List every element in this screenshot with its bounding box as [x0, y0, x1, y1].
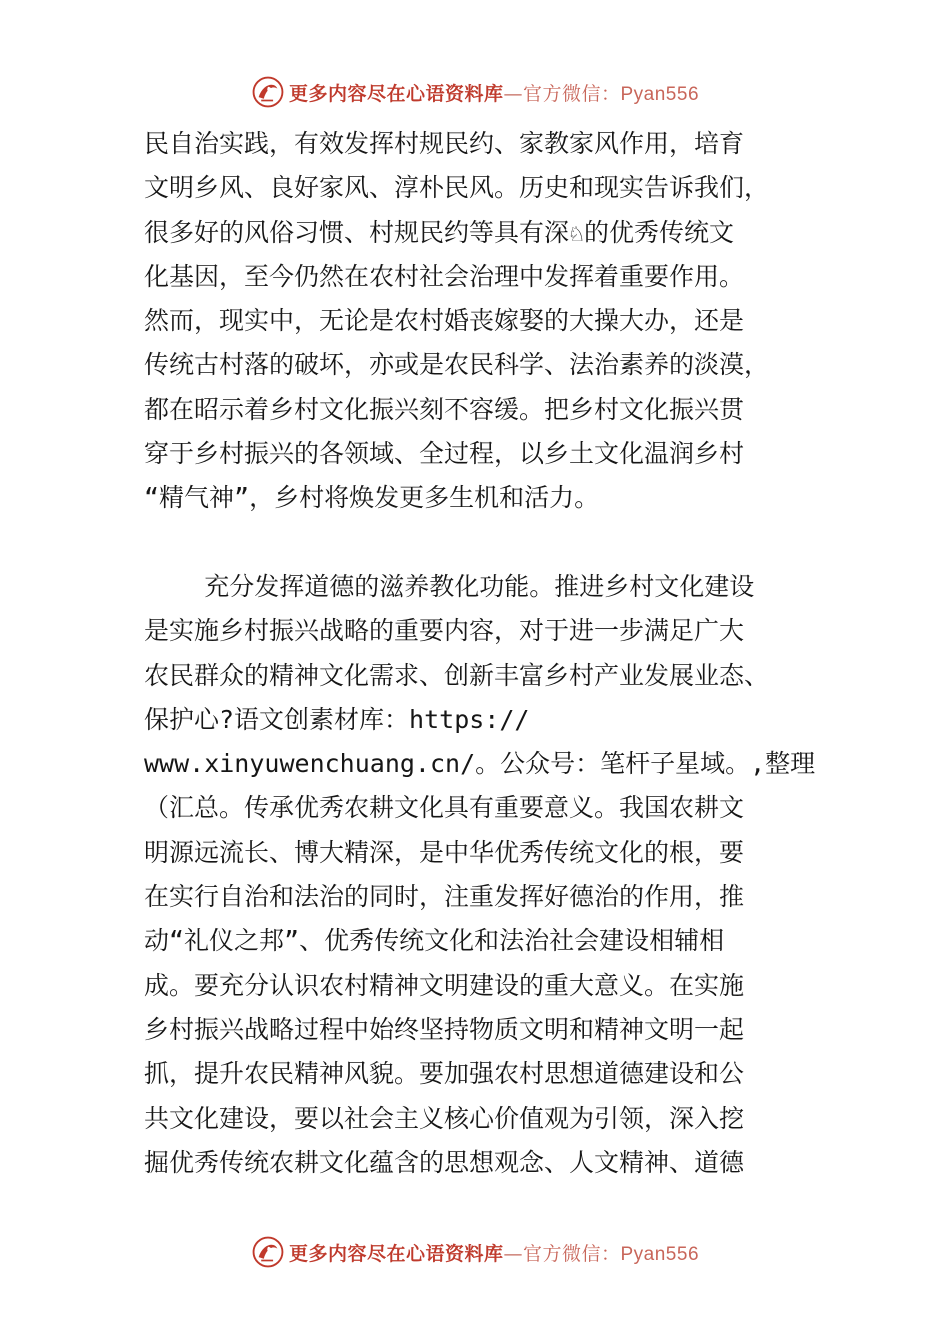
text-line: 明源远流长、博大精深，是中华优秀传统文化的根，要	[144, 837, 745, 867]
text-line: 很多好的风俗习惯、村规民约等具有深♘的优秀传统文	[144, 217, 735, 247]
footer-banner-inner	[251, 1235, 699, 1269]
text-line: 在实行自治和法治的同时，注重发挥好德治的作用，推	[144, 882, 745, 912]
header-site-text: 更多内容尽在心语资料库	[288, 82, 504, 105]
rose-logo-icon	[251, 75, 285, 109]
document-body	[144, 122, 816, 1185]
text-line: 传统古村落的破坏，亦或是农民科学、法治素养的淡漠，	[144, 350, 770, 380]
text-line: 化基因，至今仍然在农村社会治理中发挥着重要作用。	[144, 261, 745, 291]
text-line: 文明乡风、良好家风、淳朴民风。历史和现实告诉我们，	[144, 173, 770, 203]
text-line: 成。要充分认识农村精神文明建设的重大意义。在实施	[144, 970, 745, 1000]
text-line: “精气神”，乡村将焕发更多生机和活力。	[144, 483, 600, 513]
text-line: 动“礼仪之邦”、优秀传统文化和法治社会建设相辅相	[144, 926, 725, 956]
paragraph-1	[144, 122, 809, 521]
header-wechat-id: Pyan556	[620, 83, 700, 105]
footer-wechat-label: 官方微信：	[522, 1242, 621, 1265]
rose-logo-icon	[251, 1235, 285, 1269]
text-line: 穿于乡村振兴的各领域、全过程，以乡土文化温润乡村	[144, 439, 745, 469]
text-line: 乡村振兴战略过程中始终坚持物质文明和精神文明一起	[144, 1014, 745, 1044]
text-line: 抓，提升农民精神风貌。要加强农村思想道德建设和公	[144, 1059, 745, 1089]
header-wechat-label: 官方微信：	[522, 82, 621, 105]
footer-site-text: 更多内容尽在心语资料库	[288, 1242, 504, 1265]
text-line: 是实施乡村振兴战略的重要内容，对于进一步满足广大	[144, 616, 745, 646]
footer-text	[289, 1239, 699, 1266]
text-line: 农民群众的精神文化需求、创新丰富乡村产业发展业态、	[144, 660, 770, 690]
header-banner-inner	[251, 75, 699, 109]
header-text	[289, 79, 699, 106]
text-line: 民自治实践，有效发挥村规民约、家教家风作用，培育	[144, 129, 745, 158]
paragraph-2	[144, 565, 816, 1185]
text-line: 保护心?语文创素材库：https://	[144, 704, 530, 734]
footer-banner	[0, 1232, 950, 1272]
text-line: 然而，现实中，无论是农村婚丧嫁娶的大操大办，还是	[144, 306, 745, 336]
header-dash: —	[503, 82, 523, 105]
text-line: 掘优秀传统农耕文化蕴含的思想观念、人文精神、道德	[144, 1147, 745, 1177]
text-line: （汇总。传承优秀农耕文化具有重要意义。我国农耕文	[144, 793, 745, 823]
text-line: 充分发挥道德的滋养教化功能。推进乡村文化建设	[144, 571, 755, 601]
text-line: 都在昭示着乡村文化振兴刻不容缓。把乡村文化振兴贯	[144, 394, 745, 424]
footer-dash: —	[503, 1242, 523, 1265]
footer-wechat-id: Pyan556	[620, 1243, 700, 1265]
text-line: www.xinyuwenchuang.cn/。公众号：笔杆子星域。,整理	[144, 749, 816, 779]
paragraph-gap	[144, 521, 809, 565]
text-line: 共文化建设，要以社会主义核心价值观为引领，深入挖	[144, 1103, 745, 1133]
header-banner	[0, 72, 950, 112]
